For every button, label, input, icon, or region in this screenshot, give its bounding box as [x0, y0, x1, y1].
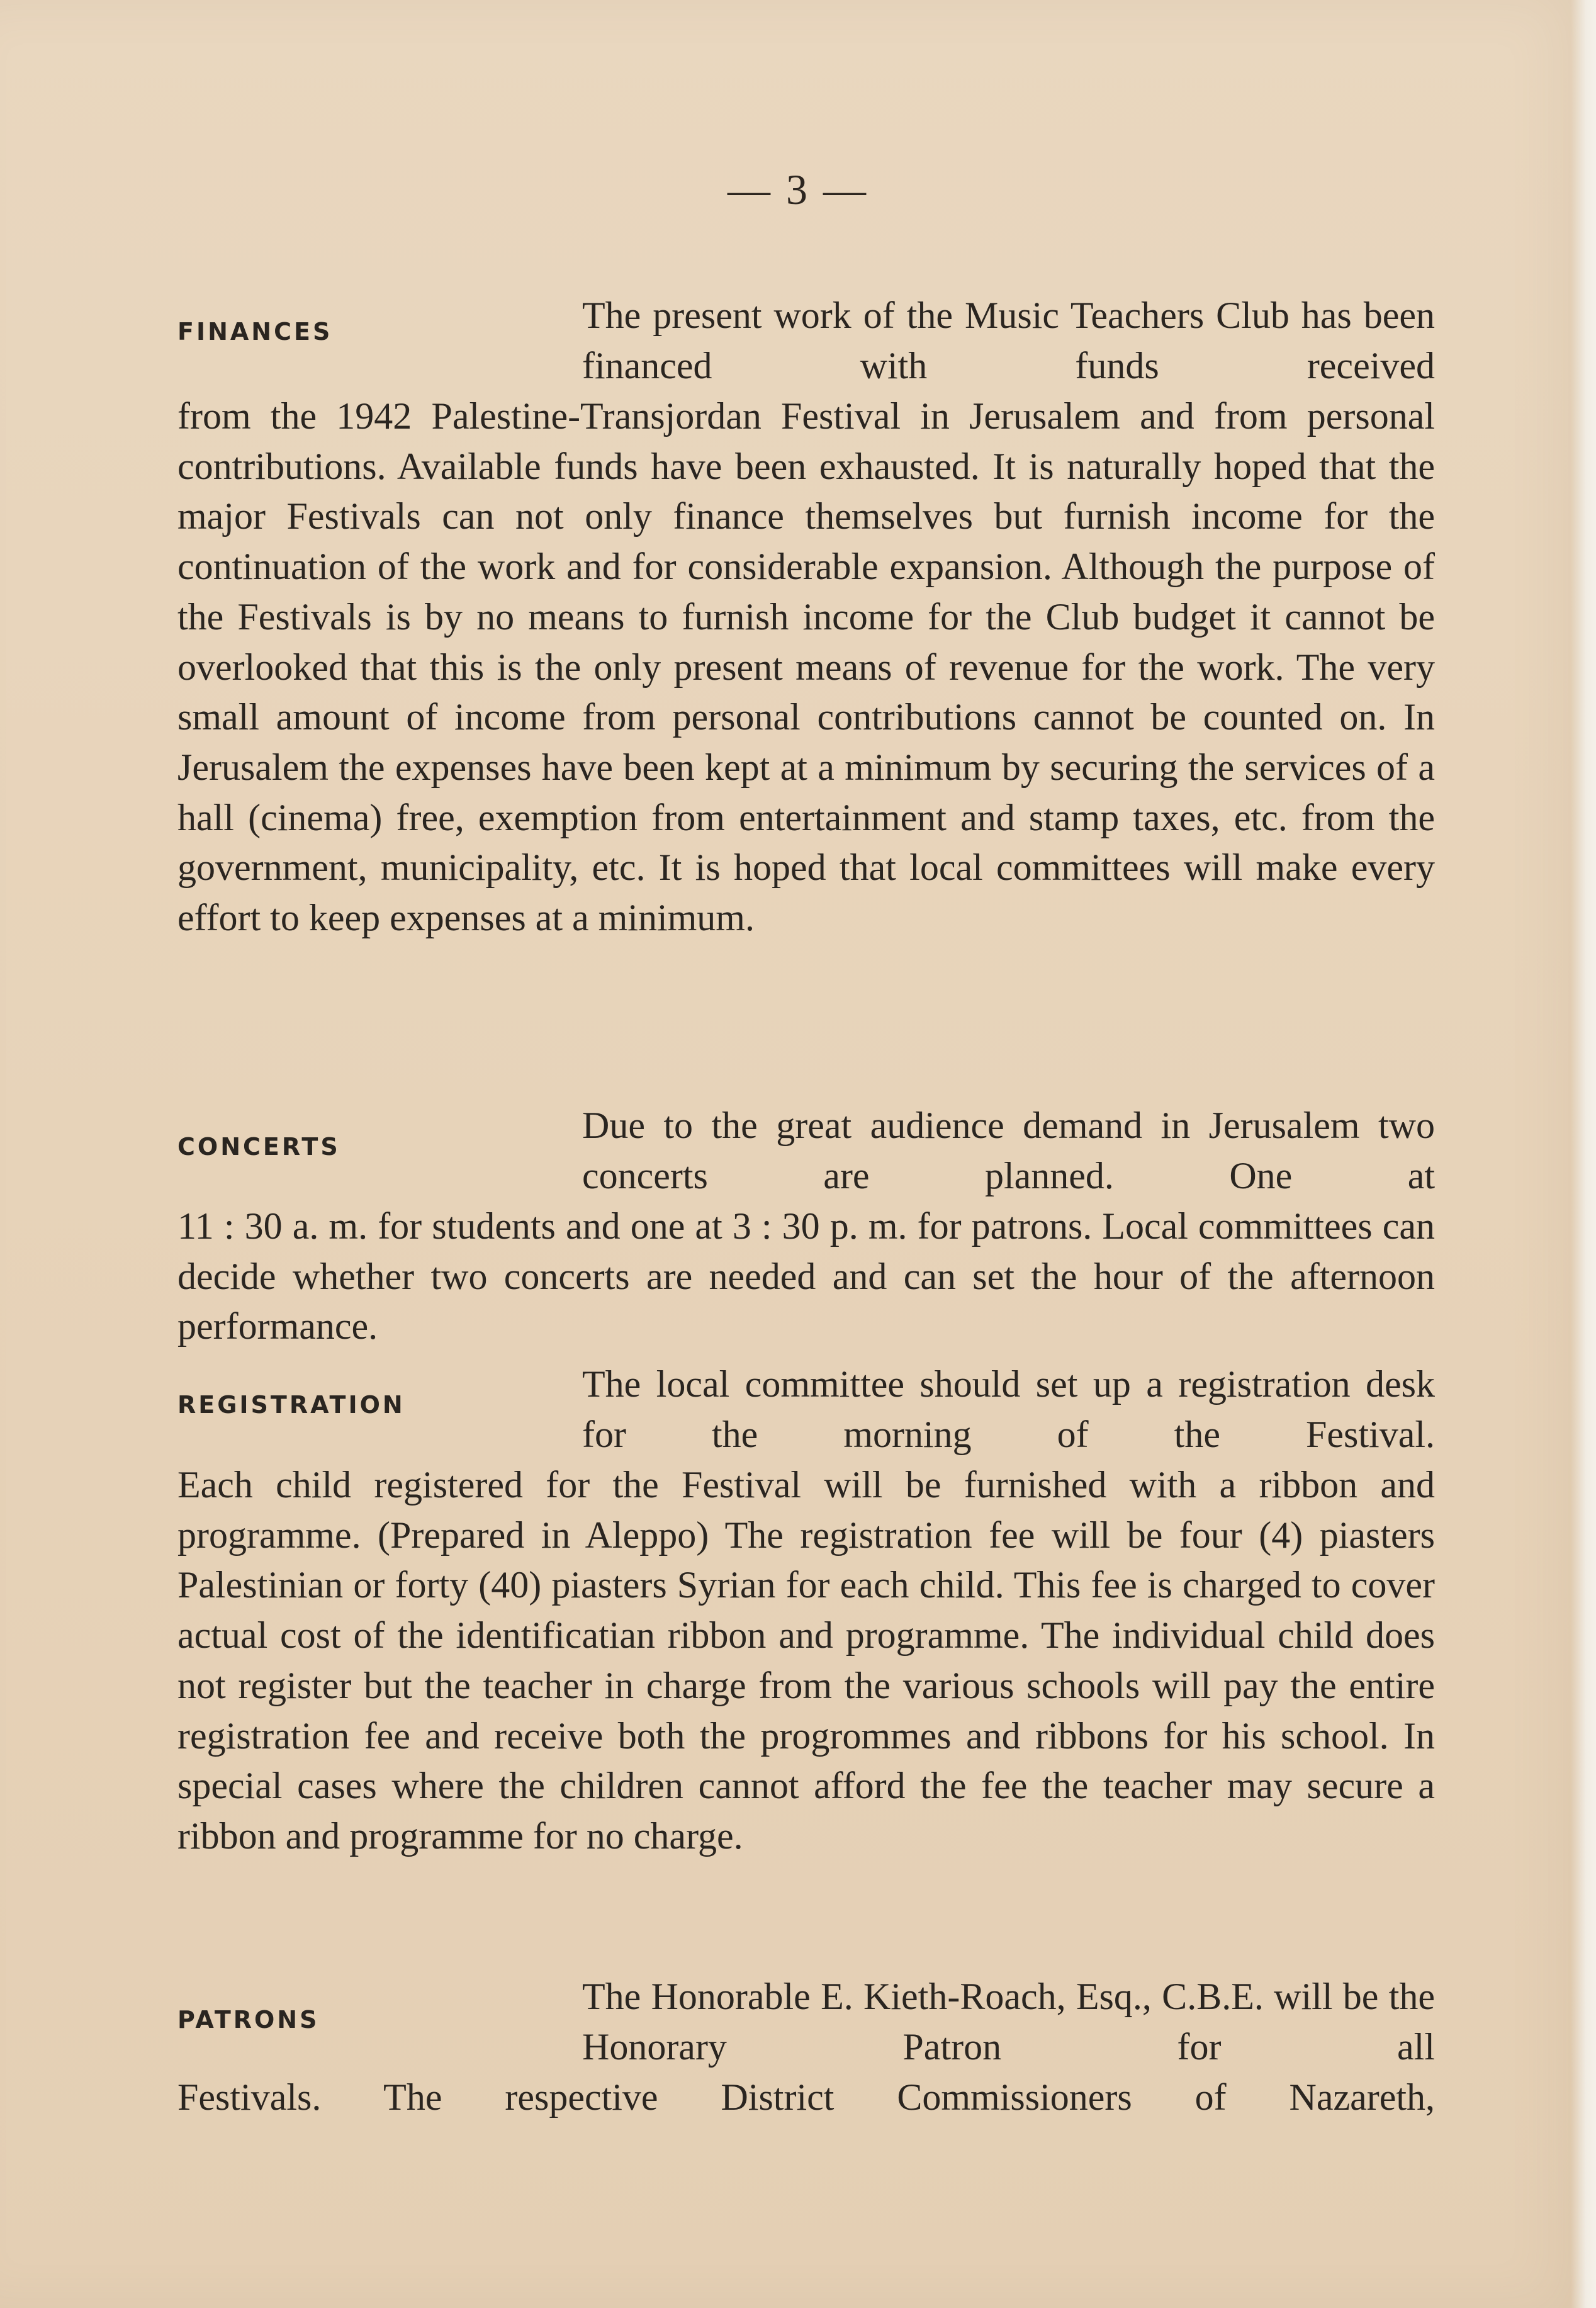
patrons-lead-text: The Honorable E. Kieth-Roach, Esq., C.B.E. will be the Honorary Patron for all — [582, 1976, 1435, 2068]
finances-paragraph: from the 1942 Palestine-Transjordan Festival in Jerusalem and from personal contributions. Available funds have been exhausted. It is naturally hoped that the major Festivals can not only finance themselves but furnish income for the continuation of the work and for considerable expansion. Although the purpose of the Festivals is by no means to furnish income for the Club budget it cannot be overlooked that this is the only present means of revenue for the work. The very small amount of income from personal contributions cannot be counted on. In Jerusalem the expenses have been kept at a minimum by securing the services of a hall (cinema) free, exemption from entertainment and stamp taxes, etc. from the government, municipality, etc. It is hoped that local committees will make every effort to keep expenses at a minimum. — [177, 395, 1435, 939]
paper-edge — [1571, 0, 1596, 2308]
finances-lead-text: The present work of the Music Teachers Club has been financed with funds received — [582, 295, 1435, 386]
finances-heading: FINANCES — [177, 318, 333, 346]
concerts-paragraph: 11 : 30 a. m. for students and one at 3 : 30 p. m. for patrons. Local committees can decide whether two concerts are needed and can set the hour of the afternoon performance. — [177, 1205, 1435, 1348]
concerts-lead-text: Due to the great audience demand in Jerusalem two concerts are planned. One at — [582, 1105, 1435, 1196]
concerts-heading: CONCERTS — [177, 1133, 340, 1161]
page-number: — 3 — — [728, 166, 868, 213]
patrons-heading: PATRONS — [177, 2006, 320, 2034]
patrons-paragraph: Festivals. The respective District Commissioners of Nazareth, — [177, 2076, 1435, 2118]
registration-heading: REGISTRATION — [177, 1391, 405, 1419]
registration-lead-text: The local committee should set up a registration desk for the morning of the Festival. — [582, 1363, 1435, 1455]
registration-paragraph: Each child registered for the Festival will be furnished with a ribbon and programme. (Prepared in Aleppo) The registration fee will be four (4) piasters Palestinian or forty (40) piasters Syrian for each child. This fee is charged to cover actual cost of the identificatian ribbon and programme. The individual child does not register but the teacher in charge from the various schools will pay the entire registration fee and receive both the progrommes and ribbons for his school. In special cases where the children cannot afford the fee the teacher may secure a ribbon and programme for no charge. — [177, 1464, 1435, 1857]
